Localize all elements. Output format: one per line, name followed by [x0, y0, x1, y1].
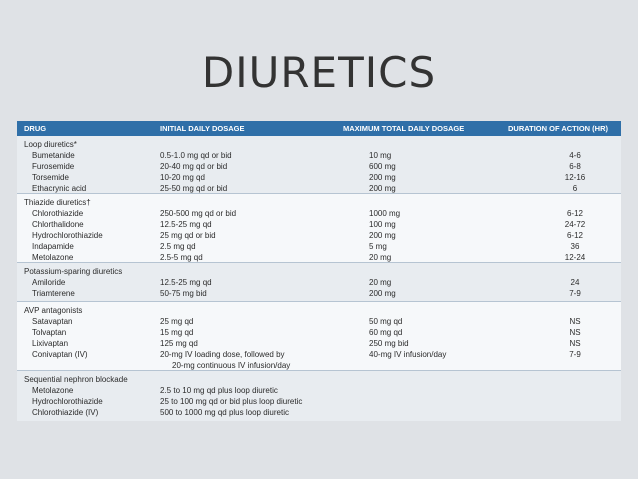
- group-name: Thiazide diuretics†: [24, 198, 91, 207]
- drug-name: Chlorothiazide (IV): [32, 408, 99, 417]
- drug-name: Furosemide: [32, 162, 75, 171]
- drug-name: Chlorthalidone: [32, 220, 84, 229]
- duration-value: 12-16: [564, 173, 586, 182]
- header-drug: DRUG: [24, 124, 47, 133]
- initial-dosage-column: [160, 208, 236, 263]
- drug-name: Conivaptan (IV): [32, 350, 88, 359]
- duration-value: NS: [569, 317, 581, 326]
- maximum-dosage: 200 mg: [369, 184, 396, 193]
- initial-dosage: 12.5-25 mg qd: [160, 220, 212, 229]
- initial-dosage: 2.5 to 10 mg qd plus loop diuretic: [160, 386, 278, 395]
- duration-column: [540, 277, 610, 299]
- drug-name: Hydrochlorothiazide: [32, 397, 103, 406]
- initial-dosage: 20-mg IV loading dose, followed by: [160, 350, 285, 359]
- drug-name: Hydrochlorothiazide: [32, 231, 103, 240]
- maximum-dosage: 100 mg: [369, 220, 396, 229]
- slide-title: DIURETICS: [201, 48, 437, 97]
- group-name: AVP antagonists: [24, 306, 83, 315]
- drug-name: Satavaptan: [32, 317, 73, 326]
- header-initial-dosage: INITIAL DAILY DOSAGE: [160, 124, 245, 133]
- maximum-dosage: 5 mg: [369, 242, 387, 251]
- maximum-dosage: 200 mg: [369, 231, 396, 240]
- initial-dosage-column: [160, 385, 302, 418]
- drug-column: [24, 266, 122, 299]
- initial-dosage: 12.5-25 mg qd: [160, 278, 212, 287]
- duration-value: 36: [570, 242, 580, 251]
- duration-value: 12-24: [564, 253, 586, 262]
- maximum-dosage: 10 mg: [369, 151, 392, 160]
- duration-value: 6-12: [566, 209, 583, 218]
- initial-dosage: 500 to 1000 mg qd plus loop diuretic: [160, 408, 289, 417]
- drug-name: Torsemide: [32, 173, 69, 182]
- initial-dosage: 15 mg qd: [160, 328, 194, 337]
- table-group-avp-antagonists: [17, 302, 621, 371]
- maximum-dosage: 250 mg bid: [369, 339, 409, 348]
- initial-dosage: 250-500 mg qd or bid: [160, 209, 237, 218]
- drug-column: [24, 305, 88, 360]
- duration-column: [540, 208, 610, 263]
- drug-name: Metolazone: [32, 253, 74, 262]
- drug-name: Bumetanide: [32, 151, 75, 160]
- maximum-dosage: 600 mg: [369, 162, 396, 171]
- initial-dosage: 2.5 mg qd: [160, 242, 196, 251]
- duration-value: 6-8: [569, 162, 581, 171]
- initial-dosage: 0.5-1.0 mg qd or bid: [160, 151, 232, 160]
- initial-dosage: 25 mg qd: [160, 317, 194, 326]
- initial-dosage: 20-40 mg qd or bid: [160, 162, 228, 171]
- duration-value: 24-72: [564, 220, 586, 229]
- group-name: Loop diuretics*: [24, 140, 77, 149]
- initial-dosage-column: [160, 150, 232, 194]
- initial-dosage: 10-20 mg qd: [160, 173, 205, 182]
- maximum-dosage: 60 mg qd: [369, 328, 403, 337]
- group-name: Sequential nephron blockade: [24, 375, 128, 384]
- maximum-dosage: 40-mg IV infusion/day: [369, 350, 447, 359]
- initial-dosage: 2.5-5 mg qd: [160, 253, 203, 262]
- initial-dosage: 125 mg qd: [160, 339, 198, 348]
- maximum-dosage: 20 mg: [369, 278, 392, 287]
- drug-name: Amiloride: [32, 278, 66, 287]
- table-group-loop-diuretics: [17, 136, 621, 194]
- table-group-potassium-sparing: [17, 263, 621, 302]
- duration-column: [540, 316, 610, 360]
- diuretics-table: [17, 121, 621, 421]
- maximum-dosage: 50 mg qd: [369, 317, 403, 326]
- table-group-thiazide-diuretics: [17, 194, 621, 263]
- table-header: [17, 121, 621, 136]
- duration-value: NS: [569, 339, 581, 348]
- duration-column: [540, 150, 610, 194]
- drug-name: Indapamide: [32, 242, 74, 251]
- initial-dosage: 25-50 mg qd or bid: [160, 184, 228, 193]
- maximum-dosage-column: [369, 208, 400, 263]
- group-name: Potassium-sparing diuretics: [24, 267, 123, 276]
- initial-dosage: 25 to 100 mg qd or bid plus loop diuretic: [160, 397, 303, 406]
- maximum-dosage: 200 mg: [369, 289, 396, 298]
- duration-value: 7-9: [569, 350, 581, 359]
- initial-dosage-column: [160, 277, 212, 299]
- maximum-dosage: 200 mg: [369, 173, 396, 182]
- drug-name: Triamterene: [32, 289, 75, 298]
- maximum-dosage-column: [369, 277, 396, 299]
- table-group-sequential-nephron-blockade: [17, 371, 621, 421]
- drug-column: [24, 374, 128, 418]
- duration-value: 6: [572, 184, 578, 193]
- drug-name: Ethacrynic acid: [32, 184, 87, 193]
- drug-name: Tolvaptan: [32, 328, 67, 337]
- duration-value: NS: [569, 328, 581, 337]
- maximum-dosage-column: [369, 150, 396, 194]
- drug-name: Metolazone: [32, 386, 74, 395]
- drug-column: [24, 197, 103, 263]
- initial-dosage: 25 mg qd or bid: [160, 231, 216, 240]
- duration-value: 4-6: [569, 151, 581, 160]
- maximum-dosage-column: [369, 316, 446, 360]
- drug-name: Chlorothiazide: [32, 209, 84, 218]
- drug-column: [24, 139, 86, 194]
- drug-name: Lixivaptan: [32, 339, 69, 348]
- maximum-dosage: 20 mg: [369, 253, 392, 262]
- maximum-dosage: 1000 mg: [369, 209, 401, 218]
- initial-dosage: 20-mg continuous IV infusion/day: [172, 361, 291, 370]
- initial-dosage: 50-75 mg bid: [160, 289, 207, 298]
- header-maximum-dosage: MAXIMUM TOTAL DAILY DOSAGE: [343, 124, 465, 133]
- duration-value: 7-9: [569, 289, 581, 298]
- initial-dosage-column: [160, 316, 290, 371]
- duration-value: 6-12: [566, 231, 583, 240]
- header-duration: DURATION OF ACTION (HR): [508, 124, 608, 133]
- duration-value: 24: [570, 278, 580, 287]
